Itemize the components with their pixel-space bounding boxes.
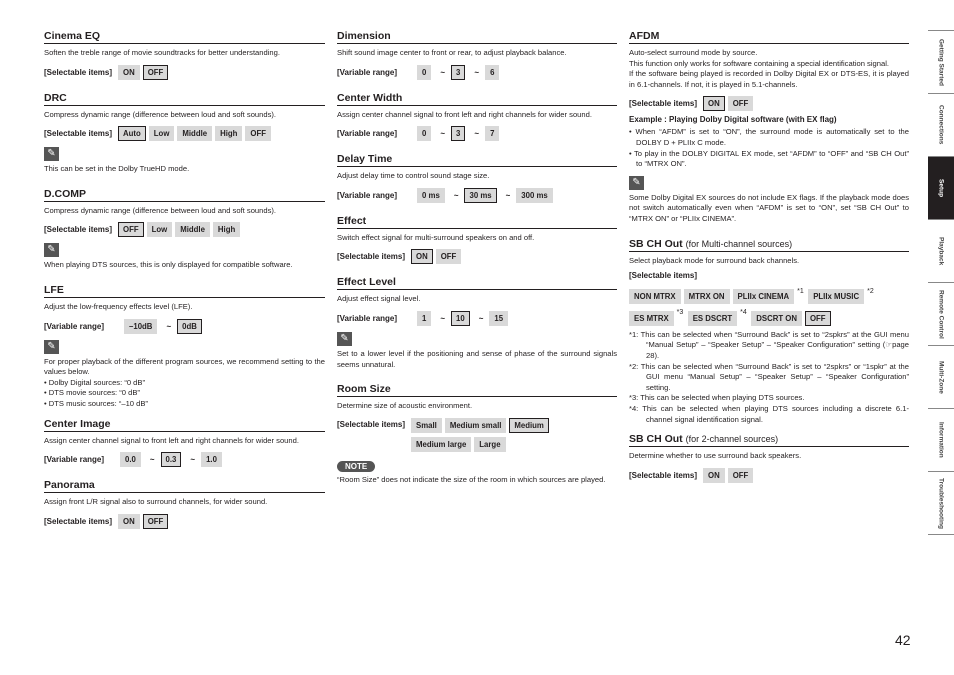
label: [Selectable items] — [44, 129, 113, 139]
label: [Selectable items] — [44, 516, 113, 526]
range-from: 1 — [417, 311, 431, 326]
item-on: ON — [118, 514, 140, 529]
range-to: 300 ms — [516, 188, 552, 203]
label: [Variable range] — [44, 455, 105, 465]
range-from: –10dB — [124, 319, 157, 334]
item: Large — [474, 437, 505, 452]
pencil-icon: ✎ — [44, 340, 59, 354]
footnote: *4: This can be selected when playing DTS sources including a discrete 6.1-channel signal identification signal. — [629, 403, 909, 424]
note: For proper playback of the different program sources, we recommend setting to the values below. — [44, 356, 325, 377]
item: Small — [411, 418, 442, 433]
pencil-icon: ✎ — [337, 332, 352, 346]
range-to: 6 — [485, 65, 499, 80]
item-off: OFF — [728, 96, 754, 111]
pencil-icon: ✎ — [44, 243, 59, 257]
heading-effect: Effect — [337, 215, 617, 229]
item: PLIIx MUSIC — [808, 289, 864, 304]
label: [Variable range] — [337, 129, 398, 139]
label: [Selectable items] — [629, 470, 698, 480]
desc: If the software being played is recorded in Dolby Digital EX or DTS-ES, it is played in 6.1-channels. If not, it is played in 5.1-channels. — [629, 69, 909, 89]
heading-effect-level: Effect Level — [337, 276, 617, 290]
bullet: • To play in the DOLBY DIGITAL EX mode, set “AFDM” to “OFF” and “SB CH Out” to “MTRX ON”. — [629, 148, 909, 169]
section-effect-level: Effect Level Adjust effect signal level. [Variable range] 1 ~ 10 ~ 15 ✎ Set to a lower level if the positioning and sense of phase of the surround signals seems unnatural. — [337, 276, 617, 369]
tab-multi-zone[interactable]: Multi-Zone — [928, 345, 954, 408]
note-label: NOTE — [337, 461, 375, 472]
column-3 — [629, 30, 909, 487]
item: Medium small — [445, 418, 507, 433]
chapter-sidebar — [928, 30, 954, 535]
desc: Determine whether to use surround back speakers. — [629, 451, 802, 461]
heading-delay-time: Delay Time — [337, 153, 617, 167]
item: Medium large — [411, 437, 471, 452]
page-number: 42 — [895, 632, 911, 648]
item: High — [215, 126, 242, 141]
item-off: OFF — [143, 514, 169, 529]
item: High — [213, 222, 240, 237]
footnote: *2: This can be selected when “Surround Back” is set to “2spkrs” or “1spkr” at the GUI menu “Manual Setup” – “Speaker Setup” – “Speaker Configuration” setting. — [629, 361, 909, 392]
heading-drc: DRC — [44, 92, 325, 106]
label: [Variable range] — [337, 67, 398, 77]
item-off: OFF — [143, 65, 169, 80]
desc: Compress dynamic range (difference between loud and soft sounds). — [44, 205, 277, 215]
desc: Assign center channel signal to front left and right channels for wider sound. — [337, 109, 592, 119]
bullet: • Dolby Digital sources: “0 dB” — [44, 377, 145, 387]
heading-sb-ch-out-2ch: SB CH Out (for 2-channel sources) — [629, 433, 909, 447]
range-to: 7 — [485, 126, 499, 141]
example-heading: Example : Playing Dolby Digital software (with EX flag) — [629, 115, 837, 125]
heading-center-image: Center Image — [44, 418, 325, 432]
heading-center-width: Center Width — [337, 92, 617, 106]
item: OFF — [118, 222, 144, 237]
heading-panorama: Panorama — [44, 479, 325, 493]
note: Set to a lower level if the positioning and sense of phase of the surround signals seems unnatural. — [337, 348, 617, 369]
note: Some Dolby Digital EX sources do not include EX flags. If the playback mode does not switch automatically even when “AFDM” is set to “ON”, set “SB CH Out” to “MTRX ON” or “PLIIx CINEMA”. — [629, 192, 909, 223]
desc: Determine size of acoustic environment. — [337, 401, 473, 411]
tab-troubleshooting[interactable]: Troubleshooting — [928, 471, 954, 535]
item: Low — [149, 126, 175, 141]
footnote: *1: This can be selected when “Surround Back” is set to “2spkrs” at the GUI menu “Manual Setup” – “Speaker Setup” – “Speaker Configuration” setting (☞page 28). — [629, 329, 909, 360]
desc: Auto-select surround mode by source. — [629, 48, 758, 57]
item-on: ON — [703, 468, 725, 483]
desc: Soften the treble range of movie soundtracks for better understanding. — [44, 48, 280, 57]
column-2 — [337, 30, 617, 490]
desc: Adjust the low-frequency effects level (LFE). — [44, 301, 193, 311]
heading-dcomp: D.COMP — [44, 188, 325, 202]
range-from: 0 ms — [417, 188, 445, 203]
heading-dimension: Dimension — [337, 30, 617, 44]
tab-connections[interactable]: Connections — [928, 93, 954, 156]
heading-room-size: Room Size — [337, 383, 617, 397]
tab-remote-control[interactable]: Remote Control — [928, 282, 954, 345]
bullet: • DTS music sources: “–10 dB” — [44, 398, 148, 408]
note: When playing DTS sources, this is only displayed for compatible software. — [44, 260, 293, 270]
range-from: 0 — [417, 65, 431, 80]
tab-setup[interactable]: Setup — [928, 156, 954, 219]
label: [Selectable items] — [629, 99, 698, 109]
item-on: ON — [118, 65, 140, 80]
section-delay-time: Delay Time Adjust delay time to control sound stage size. [Variable range] 0 ms ~ 30 ms ~ 300 ms — [337, 153, 617, 203]
item: PLIIx CINEMA — [733, 289, 795, 304]
section-panorama — [44, 479, 325, 529]
section-cinema-eq — [44, 30, 325, 80]
item: OFF — [245, 126, 271, 141]
item: ES DSCRT — [688, 311, 737, 326]
label: [Selectable items] — [337, 419, 406, 429]
label: [Selectable items] — [44, 67, 113, 77]
section-dcomp — [44, 188, 325, 271]
item: Middle — [175, 222, 210, 237]
section-center-width: Center Width Assign center channel signal to front left and right channels for wider sound. [Variable range] 0 ~ 3 ~ 7 — [337, 92, 617, 142]
label: [Variable range] — [337, 190, 398, 200]
label: [Variable range] — [337, 313, 398, 323]
label: [Selectable items] — [629, 271, 698, 281]
desc: Assign center channel signal to front left and right channels for wider sound. — [44, 435, 299, 445]
item: OFF — [805, 311, 831, 326]
range-from: 0 — [417, 126, 431, 141]
section-lfe: LFE Adjust the low-frequency effects level (LFE). [Variable range] –10dB ~ 0dB ✎ For proper playback of the different program sources, we recommend setting to the values below. • Dolby Digital sources: “0 dB” • DTS movie sources: “0 dB” • DTS music sources: “–10 dB” — [44, 283, 325, 408]
bullet: • DTS movie sources: “0 dB” — [44, 388, 140, 398]
desc: Select playback mode for surround back channels. — [629, 255, 800, 265]
tab-information[interactable]: Information — [928, 408, 954, 471]
item-off: OFF — [728, 468, 754, 483]
desc: Assign front L/R signal also to surround channels, for wider sound. — [44, 497, 268, 507]
range-to: 15 — [489, 311, 508, 326]
label: [Selectable items] — [337, 252, 406, 262]
item: Medium — [509, 418, 548, 433]
column-1 — [44, 30, 325, 533]
range-from: 0.0 — [120, 452, 141, 467]
heading-cinema-eq: Cinema EQ — [44, 30, 325, 44]
label: [Selectable items] — [44, 225, 113, 235]
heading-afdm: AFDM — [629, 30, 909, 44]
note: This can be set in the Dolby TrueHD mode. — [44, 164, 190, 174]
desc: Adjust effect signal level. — [337, 294, 421, 304]
desc: Compress dynamic range (difference between loud and soft sounds). — [44, 109, 277, 119]
range-default: 30 ms — [464, 188, 496, 203]
tab-playback[interactable]: Playback — [928, 219, 954, 282]
section-sb-ch-out-2ch — [629, 433, 909, 483]
desc: This function only works for software containing a special identification signal. — [629, 58, 890, 68]
tab-getting-started[interactable]: Getting Started — [928, 30, 954, 93]
section-center-image: Center Image Assign center channel signal to front left and right channels for wider sound. [Variable range] 0.0 ~ 0.3 ~ 1.0 — [44, 418, 325, 468]
item: MTRX ON — [684, 289, 730, 304]
item-off: OFF — [436, 249, 462, 264]
range-default: 0.3 — [161, 452, 182, 467]
item: Low — [147, 222, 173, 237]
range-to: 1.0 — [201, 452, 222, 467]
label: [Variable range] — [44, 321, 105, 331]
item: ES MTRX — [629, 311, 674, 326]
section-sb-ch-out-multi: SB CH Out (for Multi-channel sources) Select playback mode for surround back channels. [Selectable items] NON MTRX MTRX ON PLIIx CINEMA$^{*1}$ PLIIx MUSIC$^{*2}$ ES MTRX$^{*3}$ ES DSCRT$^{*4}$ DSCRT ON OFF *1: This can be selected when “Surround Back” is set to “2spkrs” at the GUI menu “Manual Setup” – “Speaker Setup” – “Speaker Configuration” setting (☞page 28). *2: This can be selected when “Surround Back” is set to “2spkrs” or “1spkr” at the GUI menu “Manual Setup” – “Speaker Setup” – “Speaker Configuration” setting. *3: This can be selected when playing DTS sources. *4: This can be selected when playing DTS sources including a discrete 6.1-channel signal identification signal. — [629, 237, 909, 424]
heading-sb-ch-out-multi: SB CH Out (for Multi-channel sources) — [629, 238, 909, 252]
range-default: 3 — [451, 126, 465, 141]
item: DSCRT ON — [751, 311, 802, 326]
section-dimension: Dimension Shift sound image center to front or rear, to adjust playback balance. [Variable range] 0 ~ 3 ~ 6 — [337, 30, 617, 80]
desc: Shift sound image center to front or rear, to adjust playback balance. — [337, 48, 567, 57]
section-room-size — [337, 383, 617, 485]
section-drc — [44, 92, 325, 175]
item: Middle — [177, 126, 212, 141]
section-effect — [337, 215, 617, 265]
item-on: ON — [411, 249, 433, 264]
pencil-icon: ✎ — [629, 176, 644, 190]
range-default: 10 — [451, 311, 470, 326]
bullet: • When “AFDM” is set to “ON”, the surround mode is automatically set to the DOLBY D + PLIIx C mode. — [629, 127, 909, 147]
footnote: *3: This can be selected when playing DTS sources. — [629, 393, 805, 403]
item-on: ON — [703, 96, 725, 111]
section-afdm — [629, 30, 909, 225]
heading-lfe: LFE — [44, 284, 325, 298]
range-default: 3 — [451, 65, 465, 80]
desc: Switch effect signal for multi-surround speakers on and off. — [337, 232, 535, 242]
desc: Adjust delay time to control sound stage size. — [337, 171, 490, 181]
item: NON MTRX — [629, 289, 681, 304]
note: “Room Size” does not indicate the size of the room in which sources are played. — [337, 474, 606, 484]
pencil-icon: ✎ — [44, 147, 59, 161]
item: Auto — [118, 126, 146, 141]
range-to: 0dB — [177, 319, 202, 334]
